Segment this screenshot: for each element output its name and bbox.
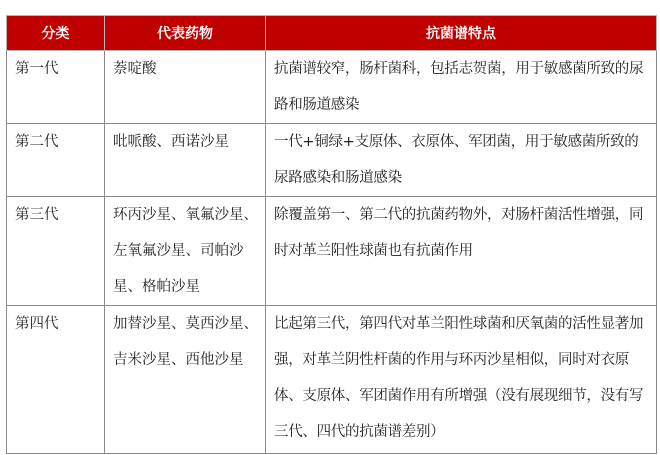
category-cell: 第四代 <box>7 306 105 454</box>
header-spectrum: 抗菌谱特点 <box>266 16 657 51</box>
category-cell: 第二代 <box>7 124 105 197</box>
drugs-cell: 环丙沙星、氧氟沙星、左氧氟沙星、司帕沙星、格帕沙星 <box>105 197 266 306</box>
drugs-cell: 加替沙星、莫西沙星、吉米沙星、西他沙星 <box>105 306 266 454</box>
spectrum-cell: 一代+铜绿+支原体、衣原体、军团菌，用于敏感菌所致的尿路感染和肠道感染 <box>266 124 657 197</box>
category-cell: 第一代 <box>7 51 105 124</box>
spectrum-cell: 抗菌谱较窄，肠杆菌科，包括志贺菌，用于敏感菌所致的尿路和肠道感染 <box>266 51 657 124</box>
drugs-cell: 萘啶酸 <box>105 51 266 124</box>
header-category: 分类 <box>7 16 105 51</box>
spectrum-cell: 除覆盖第一、第二代的抗菌药物外，对肠杆菌活性增强，同时对革兰阳性球菌也有抗菌作用 <box>266 197 657 306</box>
drugs-cell: 吡哌酸、西诺沙星 <box>105 124 266 197</box>
table-row <box>7 197 657 306</box>
header-drugs: 代表药物 <box>105 16 266 51</box>
table-row <box>7 51 657 124</box>
spectrum-cell: 比起第三代，第四代对革兰阳性球菌和厌氧菌的活性显著加强，对革兰阴性杆菌的作用与环丙沙星相似，同时对衣原体、支原体、军团菌作用有所增强（没有展现细节，没有写三代、四代的抗菌谱差别） <box>266 306 657 454</box>
quinolone-generations-table <box>6 15 657 454</box>
table-row <box>7 124 657 197</box>
category-cell: 第三代 <box>7 197 105 306</box>
table-row <box>7 306 657 454</box>
table-header-row <box>7 16 657 51</box>
